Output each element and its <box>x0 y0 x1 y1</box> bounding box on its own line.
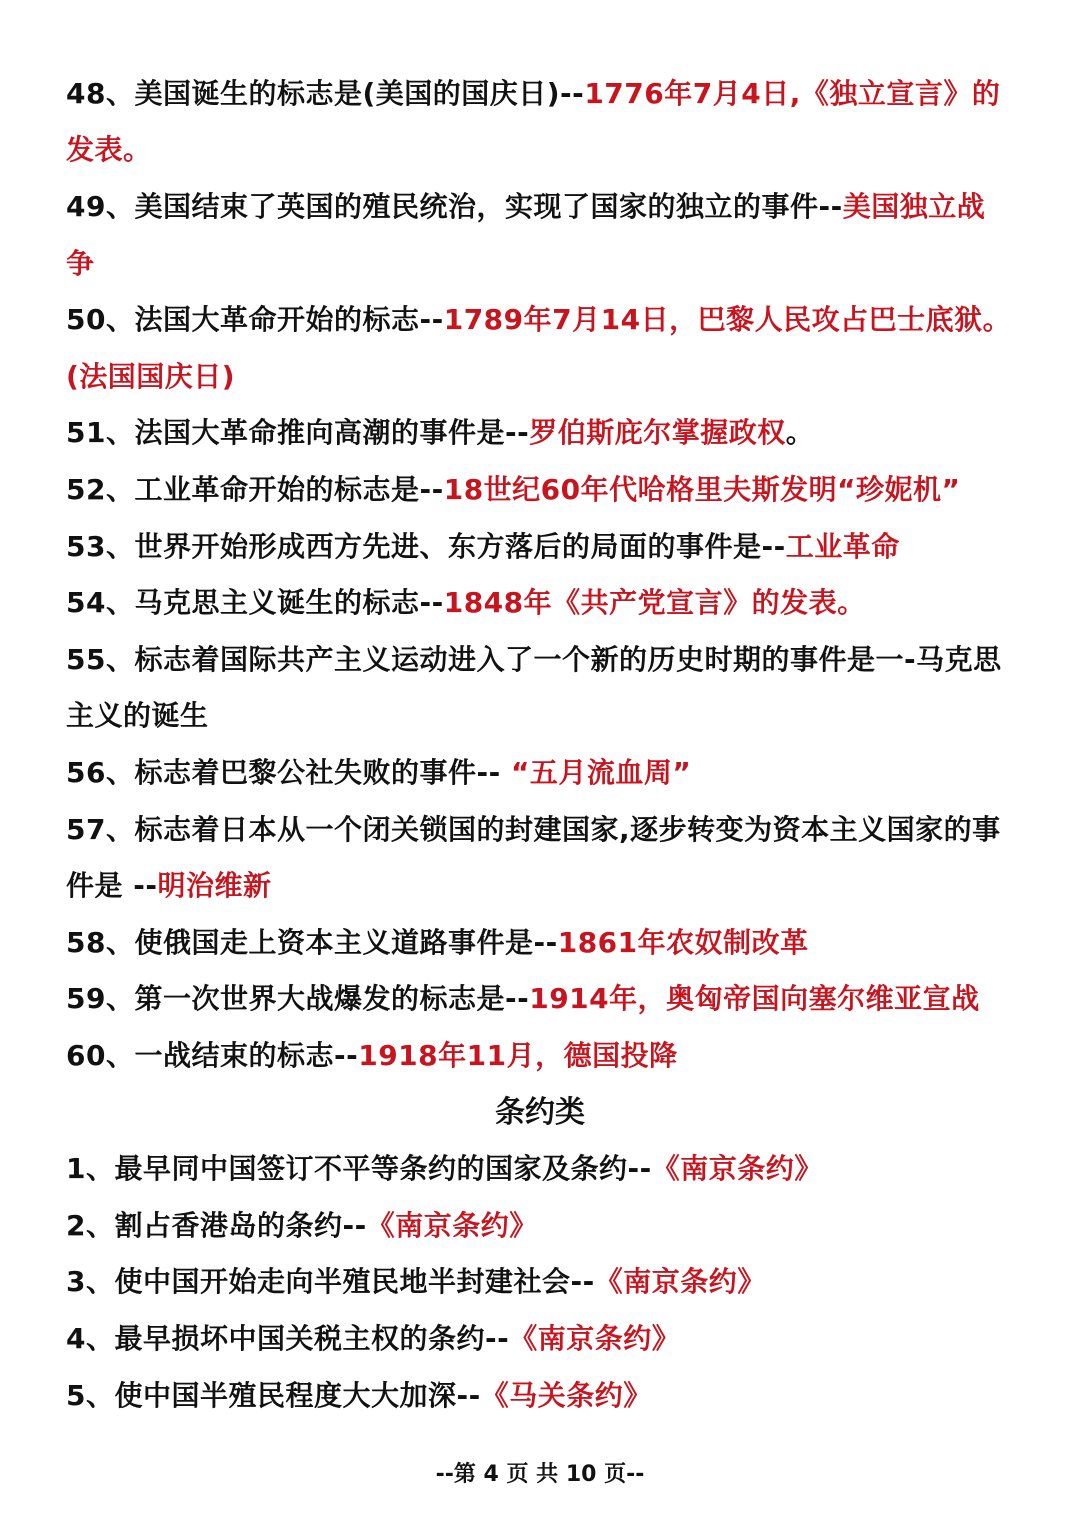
question-text: 3、使中国开始走向半殖民地半封建社会-- <box>66 1265 595 1298</box>
item-57-line-2 <box>66 866 1026 906</box>
treaty-item-5 <box>66 1376 1026 1416</box>
item-49-line-1 <box>66 187 1026 227</box>
answer-text: (法国国庆日) <box>66 360 236 393</box>
question-text: 54、马克思主义诞生的标志-- <box>66 586 444 619</box>
answer-text: 美国独立战 <box>842 190 986 223</box>
question-text: 52、工业革命开始的标志是-- <box>66 473 444 506</box>
question-text: 主义的诞生 <box>66 699 209 732</box>
question-text: 5、使中国半殖民程度大大加深-- <box>66 1379 481 1412</box>
section-title: 条约类 <box>495 1095 585 1130</box>
question-text: 4、最早损坏中国关税主权的条约-- <box>66 1322 510 1355</box>
item-58 <box>66 923 1026 963</box>
question-text: 48、美国诞生的标志是(美国的国庆日)-- <box>66 77 585 110</box>
answer-text: 《南京条约》 <box>366 1209 538 1242</box>
question-text: 53、世界开始形成西方先进、东方落后的局面的事件是-- <box>66 530 786 563</box>
answer-text: “五月流血周” <box>510 756 692 789</box>
item-55-line-2 <box>66 696 1026 736</box>
item-57-line-1 <box>66 810 1026 850</box>
treaty-item-4 <box>66 1319 1026 1359</box>
answer-text: 1918年11月，德国投降 <box>358 1039 678 1072</box>
answer-text: 1848年《共产党宣言》的发表。 <box>443 586 866 619</box>
item-52 <box>66 470 1026 510</box>
item-48-line-1 <box>66 74 1026 114</box>
item-48-line-2 <box>66 130 1026 170</box>
item-60 <box>66 1036 1026 1076</box>
question-text: 56、标志着巴黎公社失败的事件-- <box>66 756 511 789</box>
page-footer: --第 4 页 共 10 页-- <box>435 1462 645 1487</box>
treaty-item-3 <box>66 1262 1026 1302</box>
question-text: 1、最早同中国签订不平等条约的国家及条约-- <box>66 1152 652 1185</box>
treaty-item-1 <box>66 1149 1026 1189</box>
answer-text: 争 <box>66 247 95 280</box>
answer-text: 《南京条约》 <box>651 1152 823 1185</box>
question-text: 58、使俄国走上资本主义道路事件是-- <box>66 926 558 959</box>
answer-text: 1789年7月14日，巴黎人民攻占巴士底狱。 <box>443 303 1012 336</box>
answer-text: 明治维新 <box>157 869 272 902</box>
item-50-line-1 <box>66 300 1026 340</box>
item-51 <box>66 413 1026 453</box>
punctuation: 。 <box>785 416 815 449</box>
question-text: 49、美国结束了英国的殖民统治，实现了国家的独立的事件-- <box>66 190 843 223</box>
item-56 <box>66 753 1026 793</box>
question-text: 57、标志着日本从一个闭关锁国的封建国家,逐步转变为资本主义国家的事 <box>66 813 1001 846</box>
answer-text: 工业革命 <box>785 530 900 563</box>
question-text: 60、一战结束的标志-- <box>66 1039 359 1072</box>
answer-text: 1861年农奴制改革 <box>557 926 809 959</box>
item-59 <box>66 979 1026 1019</box>
question-text: 2、割占香港岛的条约-- <box>66 1209 367 1242</box>
answer-text: 《南京条约》 <box>594 1265 766 1298</box>
answer-text: 《南京条约》 <box>509 1322 681 1355</box>
answer-text: 1776年7月4日,《独立宣言》的 <box>584 77 1001 110</box>
question-text: 件是 -- <box>66 869 158 902</box>
question-text: 50、法国大革命开始的标志-- <box>66 303 444 336</box>
answer-text: 《马关条约》 <box>480 1379 652 1412</box>
item-54 <box>66 583 1026 623</box>
item-49-line-2 <box>66 244 1026 284</box>
question-text: 59、第一次世界大战爆发的标志是-- <box>66 982 530 1015</box>
question-text: 55、标志着国际共产主义运动进入了一个新的历史时期的事件是一-马克思 <box>66 643 1002 676</box>
item-50-line-2 <box>66 357 1026 397</box>
item-55-line-1 <box>66 640 1026 680</box>
answer-text: 18世纪60年代哈格里夫斯发明“珍妮机” <box>443 473 961 506</box>
answer-text: 罗伯斯庇尔掌握政权 <box>529 416 786 449</box>
answer-text: 1914年，奥匈帝国向塞尔维亚宣战 <box>529 982 980 1015</box>
question-text: 51、法国大革命推向高潮的事件是-- <box>66 416 530 449</box>
item-53 <box>66 527 1026 567</box>
answer-text: 发表。 <box>66 133 152 166</box>
treaty-item-2 <box>66 1206 1026 1246</box>
